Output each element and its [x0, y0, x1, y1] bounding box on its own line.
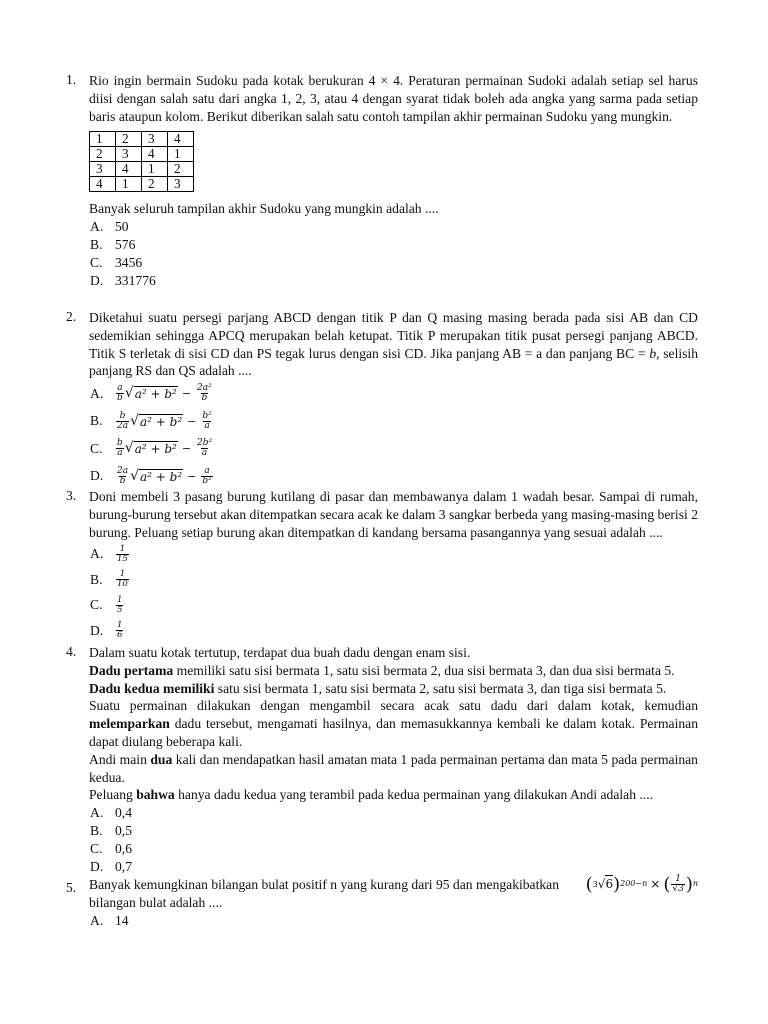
option-fraction: $\frac{1}{6}$ [117, 620, 123, 641]
option-expression: $\frac{b}{a}$ √ a² + b² − $\frac{\text{2b²}}{a}$ [117, 438, 213, 459]
option-value: 14 [115, 912, 129, 928]
option-value: 50 [115, 219, 129, 235]
grid-cell: 3 [90, 162, 116, 177]
expression: ( 3 √ 6 ) 200−n × ( $\frac{1}{√3}$ ) n [585, 873, 698, 895]
option-fraction: $\frac{1}{15}$ [117, 543, 128, 564]
option-label: D. [90, 272, 104, 288]
grid-cell: 3 [142, 132, 168, 147]
options-list [90, 218, 698, 289]
question-line: Dadu pertama memiliki satu sisi bermata 1, satu sisi bermata 2, dua sisi bermata 3, dan dua sisi bermata 5. [89, 662, 675, 678]
question-number: 4. [66, 644, 77, 659]
question-line: Andi main dua kali dan mendapatkan hasil amatan mata 1 pada permainan pertama dan mata 5 pada permainan kedua. [89, 751, 698, 785]
question-number: 1. [66, 72, 77, 87]
grid-row [90, 177, 194, 192]
option-label: A. [90, 546, 104, 562]
grid-cell: 2 [116, 132, 142, 147]
option-b [90, 567, 698, 593]
option-expression: $\frac{a}{b}$ √ a² + b² − $\frac{\text{2a²}}{b}$ [117, 383, 212, 404]
option-value: 0,7 [115, 858, 132, 874]
grid-cell: 1 [168, 147, 194, 162]
option-c [90, 840, 698, 858]
question-number: 2. [66, 309, 77, 324]
question-line: Peluang bahwa hanya dadu kedua yang terambil pada kedua permainan yang dilakukan Andi adalah .... [89, 787, 653, 803]
option-label: A. [90, 805, 104, 821]
grid-cell: 2 [168, 162, 194, 177]
option-d [90, 618, 698, 644]
option-a [90, 804, 698, 822]
grid-cell: 2 [142, 177, 168, 192]
option-label: B. [90, 571, 103, 587]
grid-cell: 3 [116, 147, 142, 162]
question-text: Diketahui suatu persegi parjang ABCD dengan titik P dan Q masing masing berada pada sisi AB dan CD sedemikian sehingga APCQ merupakan belah ketupat. Titik P merupakan titik pusat persegi panjang ABCD. Titik S terletak di sisi CD dan PS tegak lurus dengan sisi CD. Jika panjang AB = a dan panjang BC = b, selisih panjang RS dan QS adalah .... [89, 310, 699, 379]
question-number: 3. [66, 488, 77, 503]
option-label: C. [90, 597, 103, 613]
option-label: D. [90, 622, 104, 638]
grid-row [90, 132, 194, 147]
grid-cell: 4 [90, 177, 116, 192]
option-expression: $\frac{2a}{b}$ √ a² + b² − $\frac{a}{\text{b²}}$ [117, 465, 212, 486]
question-prompt: Banyak seluruh tampilan akhir Sudoku yang mungkin adalah .... [89, 201, 439, 217]
question-text: Doni membeli 3 pasang burung kutilang di pasar dan membawanya dalam 1 wadah besar. Sampai di rumah, burung-burung tersebut akan ditempatkan secara acak ke dalam 3 sangkar berbeda yang masing-masing berisi 2 burung. Peluang setiap burung akan ditempatkan di kandang bersama pasangannya yang sesuai adalah .... [89, 489, 698, 540]
options-list [90, 541, 698, 643]
option-c [90, 435, 698, 463]
question-number: 5. [66, 880, 77, 895]
option-b [90, 408, 698, 436]
option-b [90, 236, 698, 254]
option-fraction: $\frac{1}{5}$ [117, 594, 123, 615]
question-4 [66, 644, 698, 875]
grid-cell: 4 [142, 147, 168, 162]
question-5 [66, 875, 698, 930]
grid-cell: 3 [168, 177, 194, 192]
option-value: 0,6 [115, 840, 132, 856]
grid-cell: 4 [168, 132, 194, 147]
options-list [90, 380, 698, 490]
option-value: 0,5 [115, 822, 132, 838]
option-value: 3456 [115, 254, 143, 270]
option-d [90, 272, 698, 290]
option-label: D. [90, 858, 104, 874]
option-c [90, 592, 698, 618]
question-line: Dalam suatu kotak tertutup, terdapat dua buah dadu dengan enam sisi. [89, 645, 471, 660]
options-list [90, 804, 698, 875]
question-text: Banyak kemungkinan bilangan bulat positif n yang kurang dari 95 dan mengakibatkan ( 3 √ 6 ) 200−n × ( $\frac{1}{√3}$ ) n [89, 873, 698, 895]
grid-cell: 1 [142, 162, 168, 177]
options-list [90, 912, 698, 930]
option-a [90, 912, 698, 930]
grid-row [90, 147, 194, 162]
question-1 [66, 72, 698, 289]
option-label: D. [90, 468, 104, 484]
option-fraction: $\frac{1}{10}$ [117, 569, 128, 590]
option-d [90, 858, 698, 876]
question-3 [66, 488, 698, 643]
option-label: C. [90, 440, 103, 456]
grid-cell: 2 [90, 147, 116, 162]
option-expression: $\frac{b}{2a}$ √ a² + b² − $\frac{\text{b²}}{a}$ [117, 410, 212, 431]
option-a [90, 218, 698, 236]
option-label: C. [90, 254, 103, 270]
option-d [90, 463, 698, 491]
option-b [90, 822, 698, 840]
question-text: Rio ingin bermain Sudoku pada kotak berukuran 4 × 4. Peraturan permainan Sudoki adalah setiap sel harus diisi dengan salah satu dari angka 1, 2, 3, atau 4 dengan syarat tidak boleh ada angka yang sarma pada setiap baris ataupun kolom. Berikut diberikan salah satu contoh tampilan akhir permainan Sudoku yang mungkin. [89, 73, 698, 124]
question-line: Suatu permainan dilakukan dengan mengambil secara acak satu dadu dari dalam kotak, kemudian melemparkan dadu tersebut, mengamati hasilnya, dan memasukkannya kembali ke dalam kotak. Permainan dapat diulang beberapa kali. [89, 698, 698, 749]
option-value: 576 [115, 236, 136, 252]
option-value: 0,4 [115, 805, 132, 821]
grid-cell: 4 [116, 162, 142, 177]
option-value: 331776 [115, 272, 156, 288]
option-c [90, 254, 698, 272]
option-label: B. [90, 822, 103, 838]
option-label: A. [90, 912, 104, 928]
grid-row [90, 162, 194, 177]
option-label: A. [90, 219, 104, 235]
option-label: B. [90, 236, 103, 252]
sudoku-grid [89, 131, 194, 192]
option-label: A. [90, 385, 104, 401]
grid-cell: 1 [90, 132, 116, 147]
option-a [90, 380, 698, 408]
question-line: Dadu kedua memiliki satu sisi bermata 1, satu sisi bermata 2, satu sisi bermata 3, dan tiga sisi bermata 5. [89, 680, 667, 696]
option-a [90, 541, 698, 567]
grid-cell: 1 [116, 177, 142, 192]
option-label: B. [90, 413, 103, 429]
question-text: bilangan bulat adalah .... [89, 895, 223, 910]
question-2 [66, 309, 698, 490]
option-label: C. [90, 840, 103, 856]
